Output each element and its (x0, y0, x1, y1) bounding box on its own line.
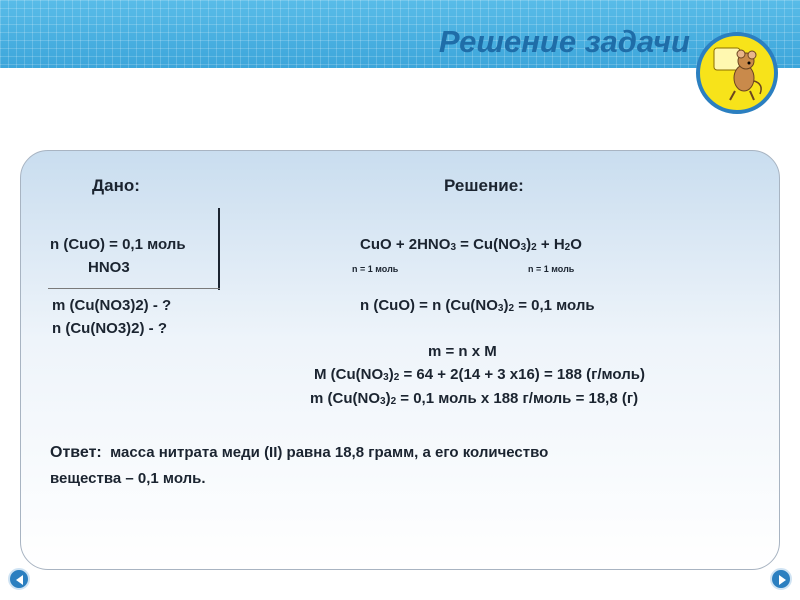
f3-a: m (Cu(NO (310, 390, 380, 407)
amount-equation: n (CuO) = n ($Cu(NO_3)_2 = 0,1$ моль (360, 297, 595, 314)
mouse-illustration (700, 36, 774, 110)
solution-panel (20, 150, 780, 570)
eq-sub: 2 (564, 242, 571, 253)
solution-heading: Решение: (444, 176, 524, 195)
f2-b: = 64 + 2(14 + 3 x16) = 188 (г/моль) (399, 366, 645, 383)
f3-sub: 2 (390, 396, 397, 407)
eq-sub: 3 (450, 242, 456, 253)
eq2-b: = 0,1 моль (514, 297, 595, 314)
question-amount: n (Cu(NO3)2) - ? (52, 320, 167, 337)
eq-sub: 3 (520, 242, 527, 253)
eq-prefix: CuO + 2HNO (360, 236, 451, 253)
mol-note-nitrate: n = 1 моль (528, 264, 575, 274)
eq2-sub: 2 (508, 303, 515, 314)
f3-sub: 3 (380, 396, 386, 407)
mol-note-cuo: n = 1 моль (352, 264, 399, 274)
prev-slide-button[interactable] (8, 568, 30, 590)
slide-title: Решение задачи (438, 24, 690, 59)
f3-b: = 0,1 моль x 188 г/моль = 18,8 (г) (396, 390, 639, 407)
molar-mass-calc: M ($Cu(NO_3)_2 = 64 + 2(14 + 3$ x16) = 188 (г/моль) (314, 366, 645, 383)
next-slide-button[interactable] (770, 568, 792, 590)
mass-calc: m ($Cu(NO_3)_2 = 0,1$ моль x 188 г/моль = 18,8 (г) (310, 390, 639, 407)
eq-suffix: + H (536, 236, 565, 253)
arrow-left-icon (16, 575, 23, 585)
f2-a: M (Cu(NO (314, 366, 384, 383)
eq2-sub: 3 (497, 303, 504, 314)
question-mass: m (Cu(NO3)2) - ? (52, 297, 172, 314)
mass-formula: m = n x M (428, 343, 497, 360)
f2-sub: 2 (393, 372, 400, 383)
eq-sub: 2 (531, 242, 537, 253)
given-divider-vertical (218, 208, 220, 290)
eq-end: O (570, 236, 582, 253)
header-white-strip (0, 68, 800, 100)
given-line-cuo: n (CuO) = 0,1 моль (50, 236, 186, 253)
mouse-with-cheese-icon (696, 32, 778, 114)
given-line-hno3: HNO3 (88, 259, 130, 276)
eq2-a: n (CuO) = n (Cu(NO (360, 297, 498, 314)
answer-line-1 (50, 444, 548, 462)
given-heading: Дано: (92, 176, 140, 195)
f2-sub: 3 (383, 372, 389, 383)
answer-label: Ответ: (50, 444, 102, 461)
answer-text-1: масса нитрата меди (II) равна 18,8 грамм, а его количество (110, 444, 549, 461)
reaction-equation: CuO + $2HNO_3 = Cu(NO_3)_2 + H_2O$ (360, 236, 582, 253)
arrow-right-icon (779, 575, 786, 585)
given-divider-horizontal (48, 288, 220, 289)
eq-mid: = Cu(NO (456, 236, 521, 253)
answer-line-2: вещества – 0,1 моль. (50, 470, 206, 487)
